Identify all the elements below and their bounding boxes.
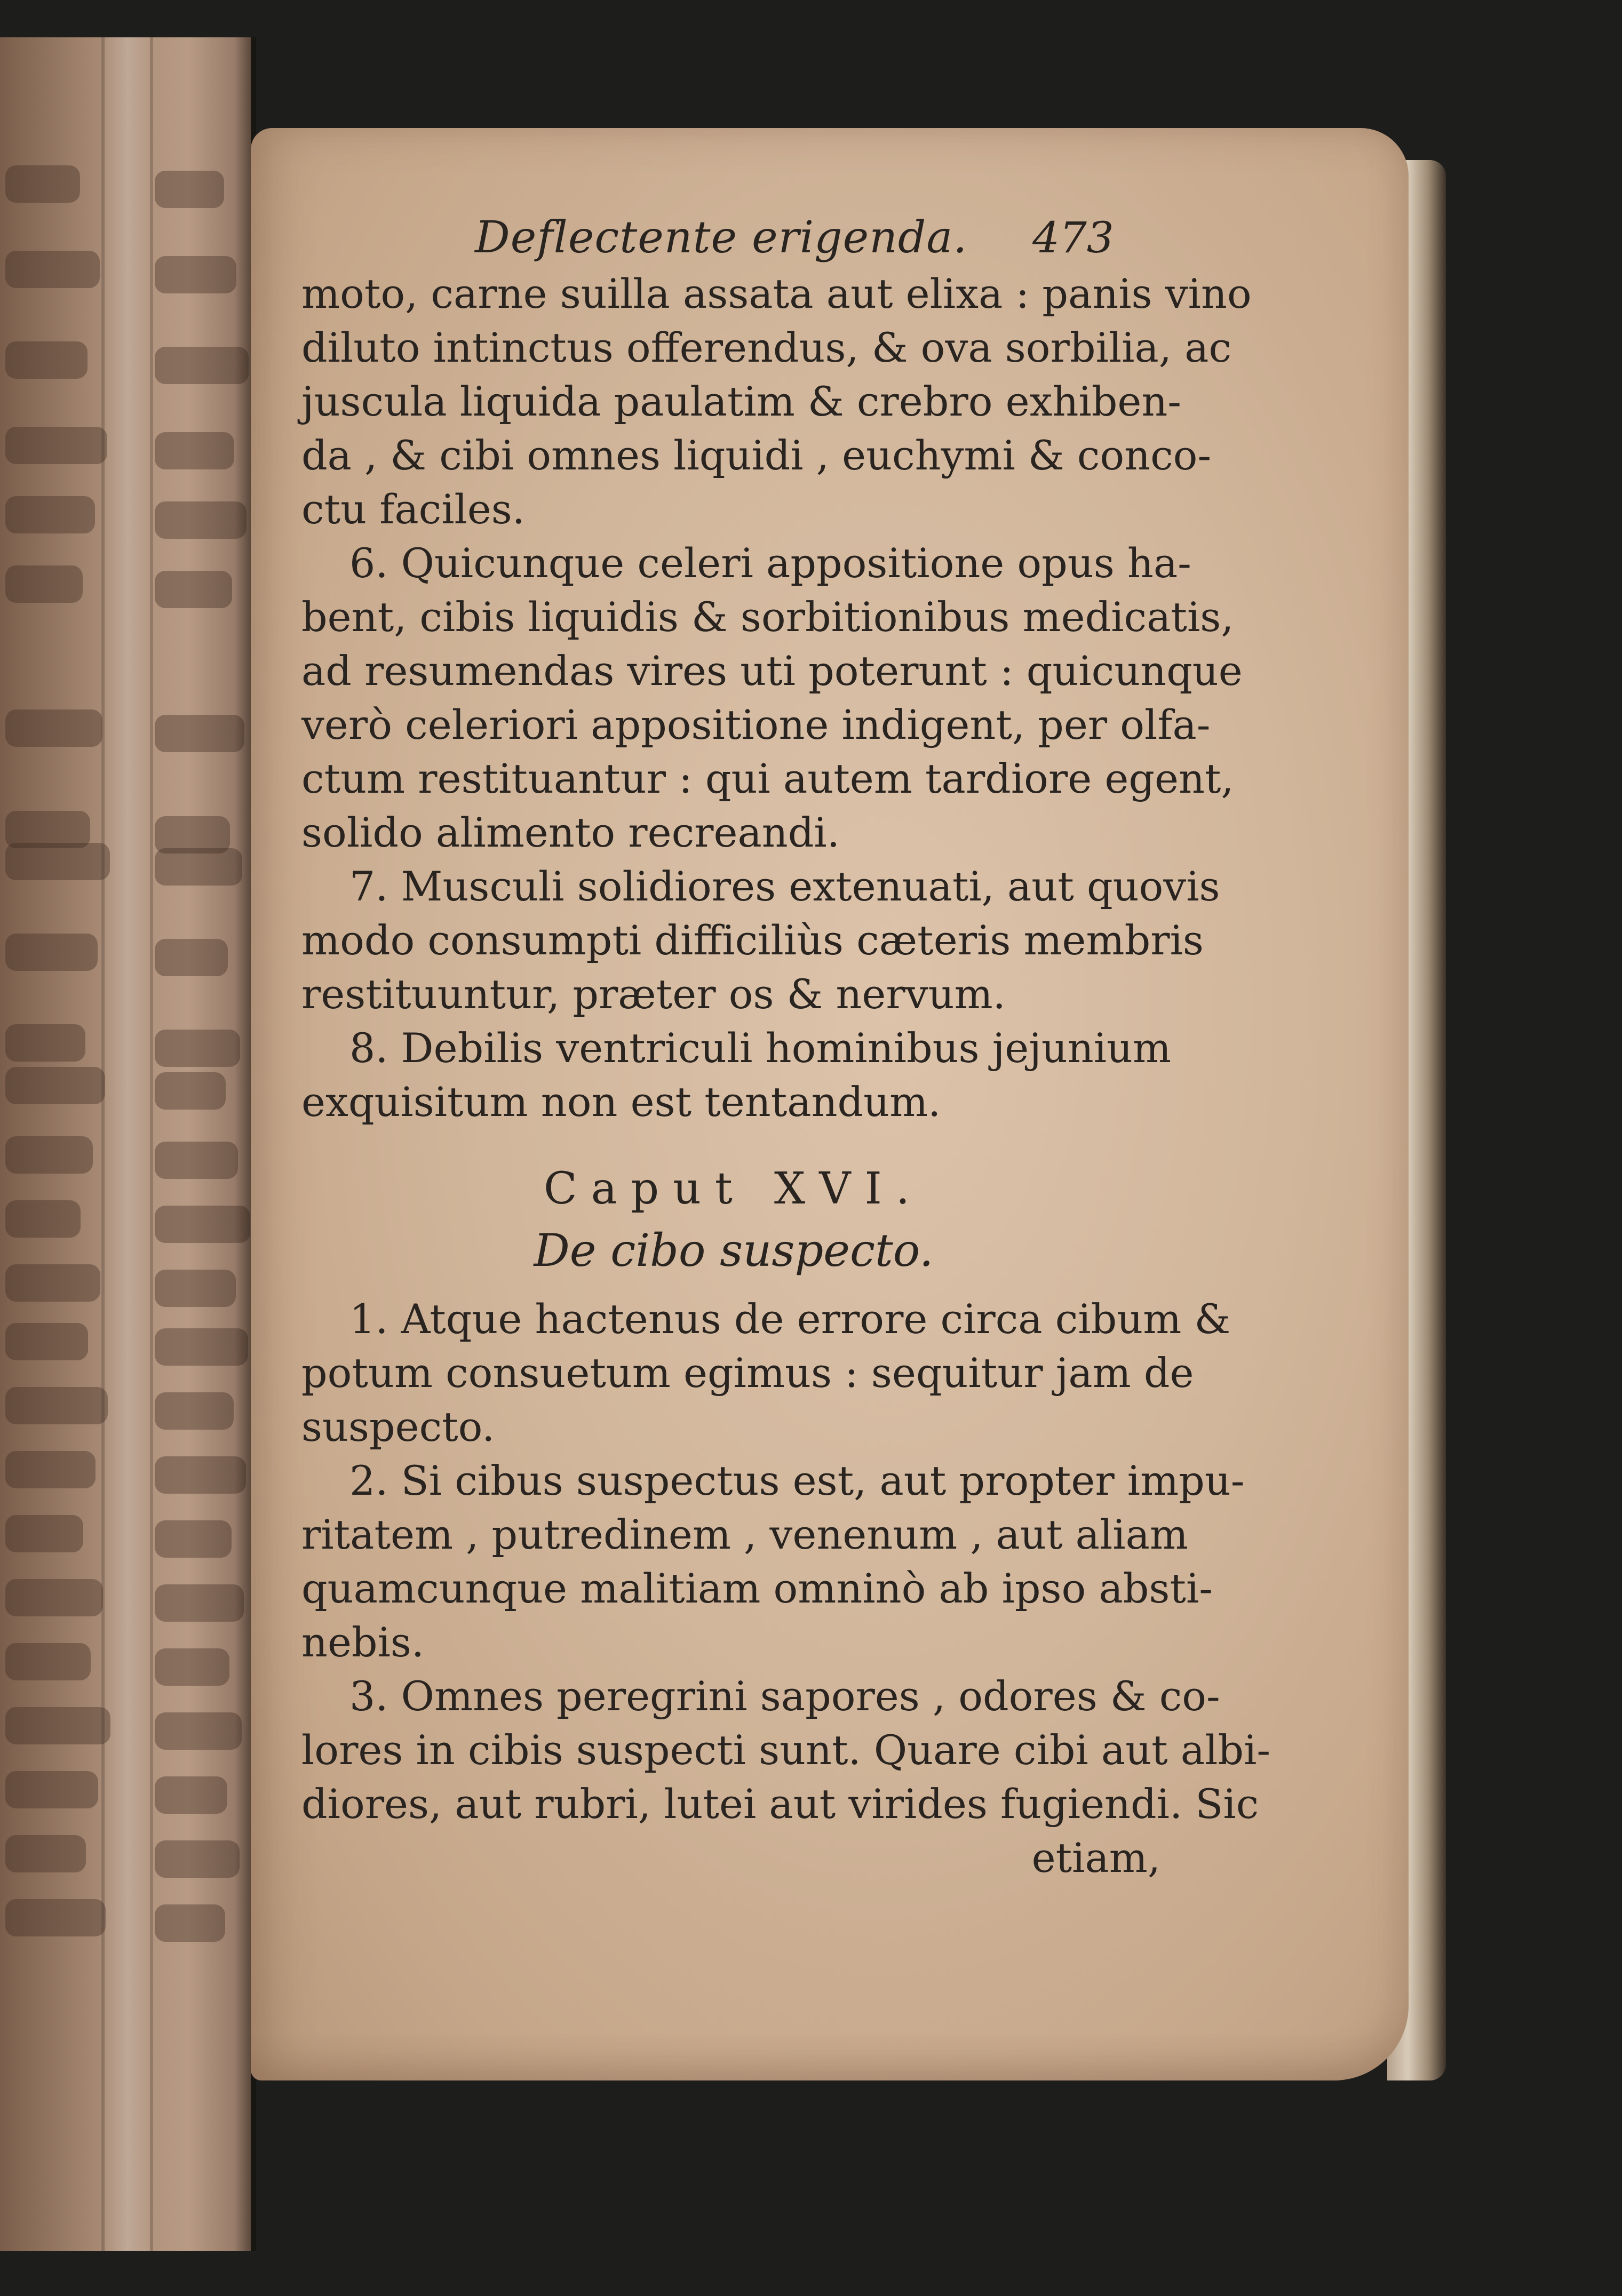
chapter-subtitle: De cibo suspecto. [534, 1224, 934, 1277]
text-line: diores, aut rubri, lutei aut virides fugiendi. Sic [301, 1780, 1259, 1828]
left-text-smudge [155, 1520, 232, 1558]
left-text-smudge [5, 1200, 81, 1238]
text-line: quamcunque malitiam omninò ab ipso absti- [301, 1565, 1213, 1612]
left-text-smudge [5, 1643, 91, 1680]
left-text-smudge [155, 432, 234, 469]
left-text-smudge [155, 1648, 229, 1686]
left-text-smudge [5, 1771, 98, 1808]
left-text-smudge [5, 1323, 88, 1360]
text-line: juscula liquida paulatim & crebro exhiben- [301, 378, 1181, 425]
left-text-smudge [5, 1067, 105, 1104]
running-title: Deflectente erigenda. [475, 212, 968, 263]
text-line: ctu faciles. [301, 485, 525, 533]
page-text [301, 211, 1271, 1885]
text-line: verò celeriori appositione indigent, per olfa- [301, 701, 1211, 748]
text-line: da , & cibi omnes liquidi , euchymi & conco- [301, 432, 1212, 479]
left-text-smudge [155, 1030, 240, 1067]
text-line: potum consuetum egimus : sequitur jam de [301, 1349, 1194, 1397]
left-text-smudge [5, 709, 102, 747]
left-text-smudge [155, 571, 232, 608]
left-text-smudge [5, 427, 107, 464]
text-line: 8. Debilis ventriculi hominibus jejunium [349, 1024, 1172, 1072]
text-line: suspecto. [301, 1403, 495, 1450]
text-line: lores in cibis suspecti sunt. Quare cibi aut albi- [301, 1726, 1271, 1774]
paragraph [301, 1021, 1172, 1129]
left-text-smudge [155, 501, 247, 539]
left-text-smudge [155, 715, 244, 752]
left-text-smudge [5, 934, 98, 971]
left-text-smudge [155, 1142, 238, 1179]
left-text-smudge [5, 1136, 93, 1174]
left-text-smudge [155, 1776, 227, 1814]
left-text-smudge [155, 939, 228, 976]
text-line: 3. Omnes peregrini sapores , odores & co- [349, 1672, 1220, 1720]
paragraph [301, 1669, 1271, 1831]
paragraph [301, 536, 1243, 859]
left-text-smudge [5, 496, 95, 533]
paragraph [301, 859, 1220, 1021]
left-text-smudge [5, 165, 80, 203]
left-text-smudge [5, 565, 83, 603]
left-text-smudge [155, 171, 224, 208]
paragraph [301, 1292, 1231, 1454]
left-text-smudge [155, 1328, 248, 1366]
paragraph [301, 1454, 1245, 1669]
left-text-smudge [155, 848, 242, 886]
paragraphs-before [301, 267, 1252, 1129]
left-text-smudge [155, 1072, 226, 1110]
left-text-smudge [5, 1451, 96, 1488]
left-text-smudge [5, 1899, 106, 1936]
catchword: etiam, [1031, 1834, 1160, 1882]
text-line: restituuntur, præter os & nervum. [301, 970, 1006, 1018]
left-text-smudge [155, 1270, 236, 1307]
text-line: modo consumpti difficiliùs cæteris membris [301, 916, 1204, 964]
text-line: solido alimento recreandi. [301, 809, 840, 856]
text-line: 1. Atque hactenus de errore circa cibum & [349, 1295, 1231, 1343]
text-line: ctum restituantur : qui autem tardiore egent, [301, 755, 1234, 802]
left-text-smudge [155, 1904, 225, 1942]
text-line: 2. Si cibus suspectus est, aut propter impu- [349, 1457, 1245, 1504]
chapter-title: Caput XVI. [543, 1163, 924, 1214]
text-line: moto, carne suilla assata aut elixa : panis vino [301, 270, 1252, 317]
text-line: 6. Quicunque celeri appositione opus ha- [349, 539, 1191, 587]
left-text-smudge [5, 1264, 100, 1302]
text-line: exquisitum non est tentandum. [301, 1078, 941, 1126]
paragraph [301, 267, 1252, 536]
text-line: 7. Musculi solidiores extenuati, aut quovis [349, 863, 1220, 910]
left-text-smudge [155, 1456, 246, 1494]
left-text-smudge [5, 1515, 83, 1552]
text-line: nebis. [301, 1619, 425, 1666]
text-line: ad resumendas vires uti poterunt : quicunque [301, 647, 1243, 695]
left-text-smudge [5, 1579, 103, 1616]
left-text-smudge [155, 1392, 234, 1430]
text-line: ritatem , putredinem , venenum , aut aliam [301, 1511, 1188, 1558]
left-text-smudge [5, 1387, 108, 1424]
text-line: diluto intinctus offerendus, & ova sorbilia, ac [301, 324, 1231, 371]
left-text-smudge [5, 1707, 110, 1744]
left-text-smudge [5, 1835, 86, 1872]
left-text-smudge [5, 251, 100, 288]
left-text-smudge [155, 1584, 244, 1622]
page-number: 473 [1032, 213, 1114, 262]
binding-strip [101, 37, 153, 2251]
text-line: bent, cibis liquidis & sorbitionibus medicatis, [301, 593, 1234, 641]
running-head [301, 211, 1166, 267]
left-text-smudge [5, 341, 88, 379]
paragraphs-after [301, 1292, 1271, 1831]
left-text-smudge [155, 1712, 242, 1750]
left-text-smudge [155, 256, 236, 293]
left-text-smudge [5, 843, 110, 880]
left-text-smudge [5, 1024, 85, 1062]
left-text-smudge [155, 1840, 240, 1878]
